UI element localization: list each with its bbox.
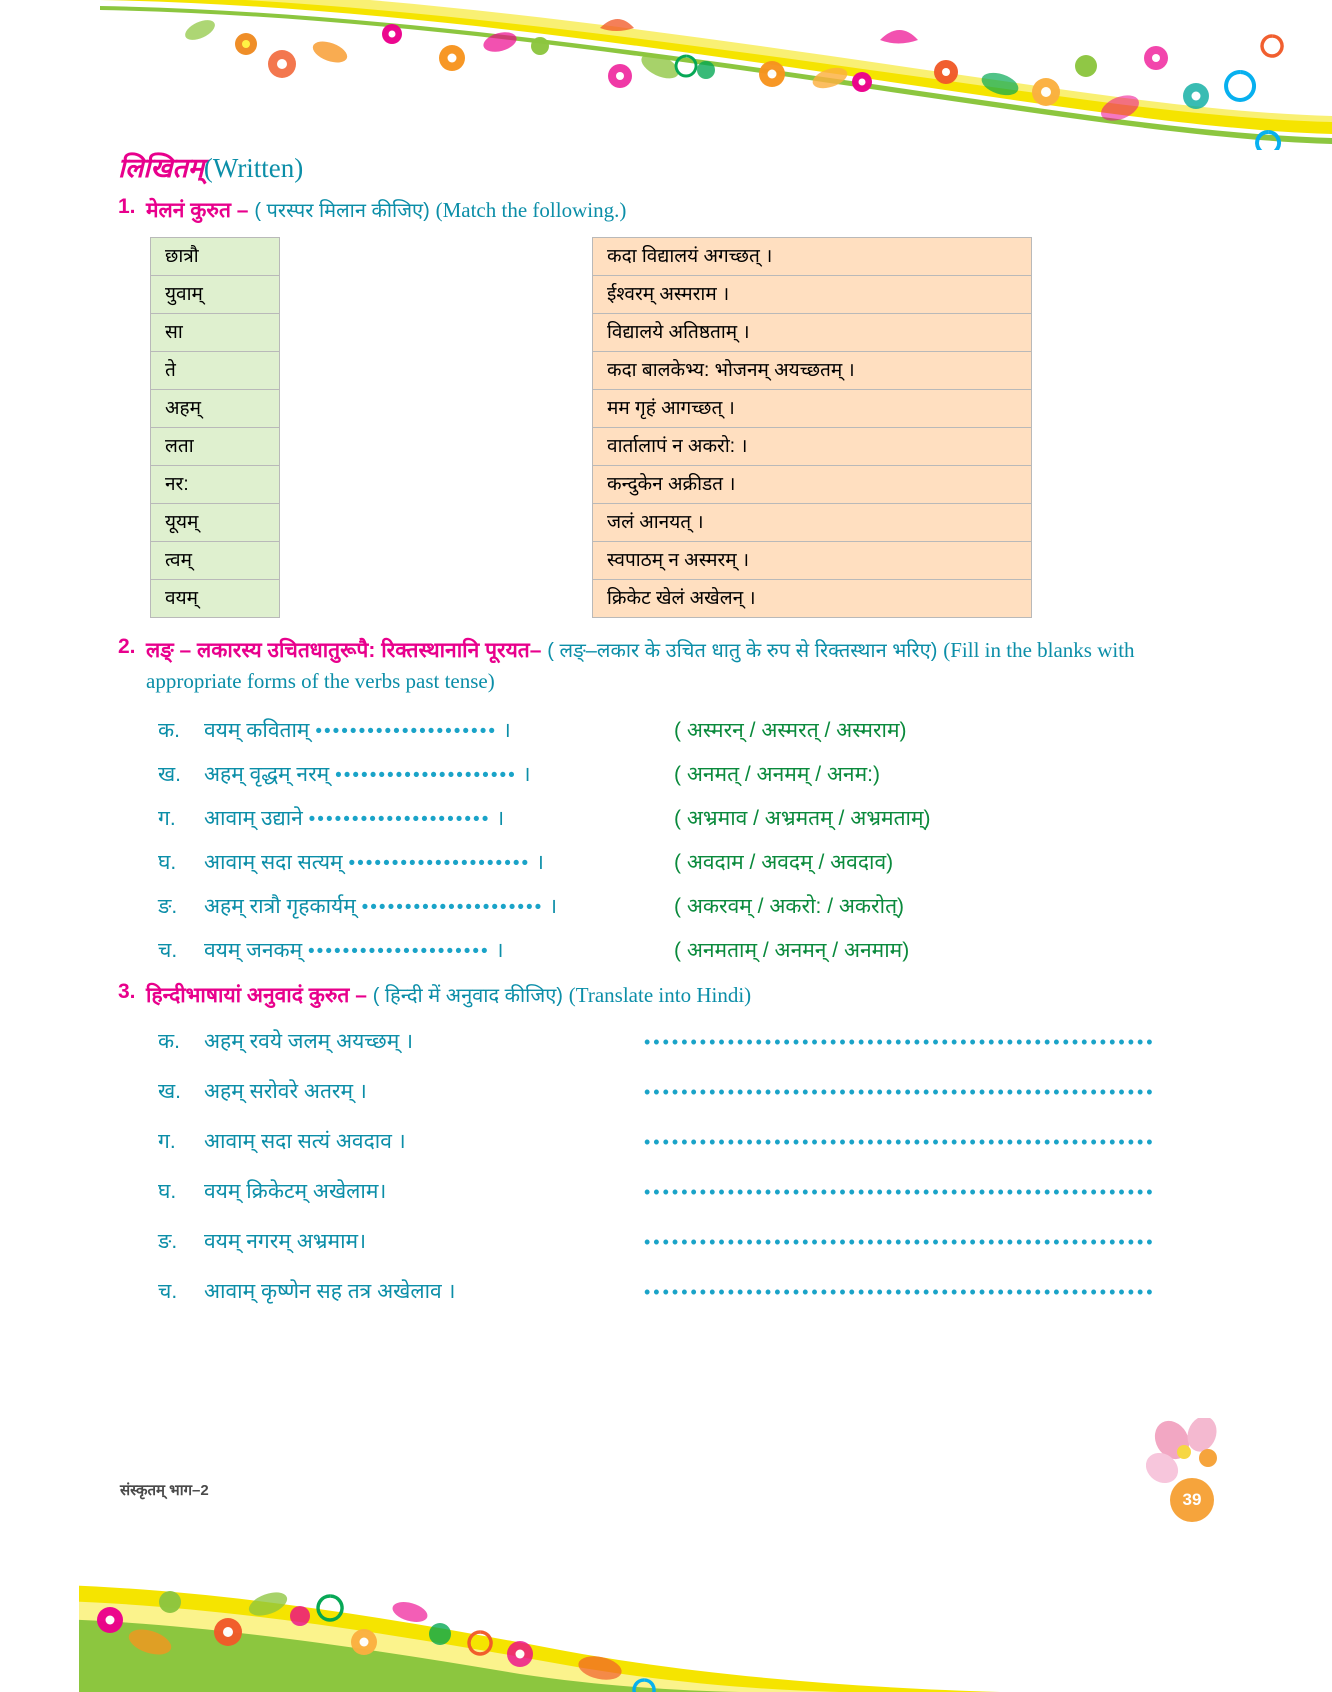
match-right-item[interactable]: स्वपाठम् न अस्मरम् ।: [592, 541, 1032, 580]
item-sentence: [204, 760, 674, 788]
question-2-prompt: [146, 635, 1208, 698]
question-1-hindi: ( परस्पर मिलान कीजिए): [254, 200, 430, 222]
sentence-text: आवाम् सदा सत्यं अवदाव ।: [204, 1130, 406, 1153]
question-1-sanskrit: मेलनं कुरुत –: [146, 199, 249, 222]
question-3: [118, 980, 1208, 1012]
item-label: ग.: [158, 806, 176, 830]
match-left-item[interactable]: छात्रौ: [150, 237, 280, 276]
question-2-english: (Fill in the blanks with appropriate forms of the verbs past tense): [146, 637, 1135, 693]
match-right-item[interactable]: क्रिकेट खेलं अखेलन् ।: [592, 579, 1032, 618]
match-left-item[interactable]: लता: [150, 427, 280, 466]
answer-line[interactable]: •••••••••••••••••••••••••••••••••••••••••••••••••••••••: [644, 1132, 1156, 1152]
danda: ।: [536, 850, 544, 874]
match-right-item[interactable]: मम गृहं आगच्छत् ।: [592, 389, 1032, 428]
item-label: ङ.: [158, 894, 178, 918]
fill-in-blank-row: [158, 936, 1208, 964]
match-left-column: [150, 237, 280, 617]
answer-line[interactable]: •••••••••••••••••••••••••••••••••••••••••••••••••••••••: [644, 1232, 1156, 1252]
item-options: ( अकरवम् / अकरो: / अकरोत्): [674, 894, 905, 918]
blank-line[interactable]: •••••••••••••••••••••: [348, 852, 531, 874]
item-label: क.: [158, 1030, 180, 1053]
fill-in-blank-row: [158, 760, 1208, 788]
item-sentence: [204, 804, 674, 832]
match-left-item[interactable]: वयम्: [150, 579, 280, 618]
item-options: ( अनमताम् / अनमन् / अनमाम): [674, 938, 910, 962]
item-sentence: [204, 936, 674, 964]
section-title-english: (Written): [203, 153, 304, 183]
sentence-text: वयम् कविताम्: [204, 718, 310, 742]
danda: ।: [495, 938, 504, 962]
item-options: ( अस्मरन् / अस्मरत् / अस्मराम): [674, 718, 907, 742]
question-1-english: (Match the following.): [435, 198, 627, 222]
translate-row: [158, 1077, 1208, 1105]
translate-row: [158, 1277, 1208, 1305]
item-options: ( अनमत् / अनमम् / अनम:): [674, 762, 880, 786]
fill-in-blanks-list: [158, 716, 1208, 964]
match-right-item[interactable]: कदा विद्यालयं अगच्छत् ।: [592, 237, 1032, 276]
match-left-item[interactable]: अहम्: [150, 389, 280, 428]
answer-line[interactable]: •••••••••••••••••••••••••••••••••••••••••••••••••••••••: [644, 1282, 1156, 1302]
section-title-sanskrit: लिखितम्: [118, 153, 204, 183]
book-title-footer: संस्कृतम् भाग–2: [120, 1482, 209, 1499]
item-label: ङ.: [158, 1230, 178, 1253]
page-number-badge: 39: [1170, 1478, 1214, 1522]
fill-in-blank-row: [158, 804, 1208, 832]
item-label: घ.: [158, 850, 177, 874]
question-3-sanskrit: हिन्दीभाषायां अनुवादं कुरुत –: [146, 983, 367, 1007]
translate-list: [158, 1027, 1208, 1305]
danda: ।: [496, 806, 505, 830]
match-left-item[interactable]: युवाम्: [150, 275, 280, 314]
sentence-text: अहम् वृद्धम् नरम्: [204, 762, 330, 786]
match-right-column: [592, 237, 1032, 617]
danda: ।: [522, 762, 531, 786]
question-3-english: (Translate into Hindi): [568, 982, 752, 1007]
answer-line[interactable]: •••••••••••••••••••••••••••••••••••••••••••••••••••••••: [644, 1082, 1156, 1102]
blank-line[interactable]: •••••••••••••••••••••: [308, 808, 491, 830]
item-label: ख.: [158, 1080, 182, 1103]
question-1: [118, 195, 1208, 227]
match-table: [150, 237, 1208, 617]
item-options: ( अभ्रमाव / अभ्रमतम् / अभ्रमताम्): [674, 806, 931, 830]
danda: ।: [549, 894, 558, 918]
answer-line[interactable]: •••••••••••••••••••••••••••••••••••••••••••••••••••••••: [644, 1182, 1156, 1202]
item-label: च.: [158, 1280, 178, 1303]
sentence-text: वयम् क्रिकेटम् अखेलाम।: [204, 1180, 387, 1203]
translate-row: [158, 1127, 1208, 1155]
item-label: घ.: [158, 1180, 177, 1203]
blank-line[interactable]: •••••••••••••••••••••: [361, 896, 544, 918]
sentence-text: आवाम् कृष्णेन सह तत्र अखेलाव ।: [204, 1280, 456, 1303]
danda: ।: [502, 718, 511, 742]
match-right-item[interactable]: ईश्वरम् अस्मराम ।: [592, 275, 1032, 314]
top-decorative-border: [0, 0, 1332, 150]
match-right-item[interactable]: वार्तालापं न अकरो: ।: [592, 427, 1032, 466]
question-2-hindi: ( लङ्–लकार के उचित धातु के रुप से रिक्तस्थान भरिए): [547, 639, 938, 662]
item-label: ख.: [158, 762, 182, 786]
section-title: [118, 148, 1208, 185]
item-label: च.: [158, 938, 178, 962]
match-right-item[interactable]: विद्यालये अतिष्ठताम् ।: [592, 313, 1032, 352]
item-label: ग.: [158, 1130, 176, 1153]
blank-line[interactable]: •••••••••••••••••••••: [335, 764, 517, 786]
translate-row: [158, 1227, 1208, 1255]
item-sentence: [204, 892, 674, 920]
question-3-number: 3.: [118, 979, 136, 1003]
question-3-prompt: [146, 980, 751, 1012]
question-2-number: 2.: [118, 634, 136, 658]
question-1-number: 1.: [118, 195, 136, 218]
bottom-decorative-border: [0, 1492, 1332, 1692]
fill-in-blank-row: [158, 848, 1208, 876]
item-sentence: [204, 848, 674, 876]
worksheet-content: [118, 148, 1208, 1327]
item-options: ( अवदाम / अवदम् / अवदाव): [674, 850, 894, 874]
match-right-item[interactable]: जलं आनयत् ।: [592, 503, 1032, 542]
blank-line[interactable]: •••••••••••••••••••••: [315, 720, 498, 742]
question-2-sanskrit: लङ् – लकारस्य उचितधातुरूपै: रिक्तस्थानानि पूरयत–: [146, 638, 542, 662]
translate-row: [158, 1027, 1208, 1055]
sentence-text: अहम् सरोवरे अतरम् ।: [204, 1080, 367, 1103]
sentence-text: आवाम् उद्याने: [204, 806, 303, 830]
left-margin-strip: [0, 0, 79, 1692]
translate-row: [158, 1177, 1208, 1205]
match-gap: [280, 237, 592, 617]
match-left-item[interactable]: ते: [150, 351, 280, 390]
match-right-item[interactable]: कदा बालकेभ्य: भोजनम् अयच्छतम् ।: [592, 351, 1032, 390]
fill-in-blank-row: [158, 716, 1208, 744]
match-left-item[interactable]: नर:: [150, 465, 280, 504]
item-sentence: [204, 716, 674, 744]
question-2: [118, 635, 1208, 698]
fill-in-blank-row: [158, 892, 1208, 920]
sentence-text: वयम् जनकम्: [204, 938, 303, 962]
question-1-prompt: [146, 195, 626, 227]
item-label: क.: [158, 718, 180, 742]
blank-line[interactable]: •••••••••••••••••••••: [308, 940, 490, 962]
match-right-item[interactable]: कन्दुकेन अक्रीडत ।: [592, 465, 1032, 504]
match-left-item[interactable]: सा: [150, 313, 280, 352]
match-left-item[interactable]: त्वम्: [150, 541, 280, 580]
sentence-text: अहम् रात्रौ गृहकार्यम्: [204, 894, 356, 918]
sentence-text: अहम् रवये जलम् अयच्छम् ।: [204, 1030, 414, 1053]
question-3-hindi: ( हिन्दी में अनुवाद कीजिए): [372, 984, 563, 1007]
sentence-text: आवाम् सदा सत्यम्: [204, 850, 343, 874]
match-left-item[interactable]: यूयम्: [150, 503, 280, 542]
answer-line[interactable]: •••••••••••••••••••••••••••••••••••••••••••••••••••••••: [644, 1032, 1156, 1052]
sentence-text: वयम् नगरम् अभ्रमाम।: [204, 1230, 367, 1253]
